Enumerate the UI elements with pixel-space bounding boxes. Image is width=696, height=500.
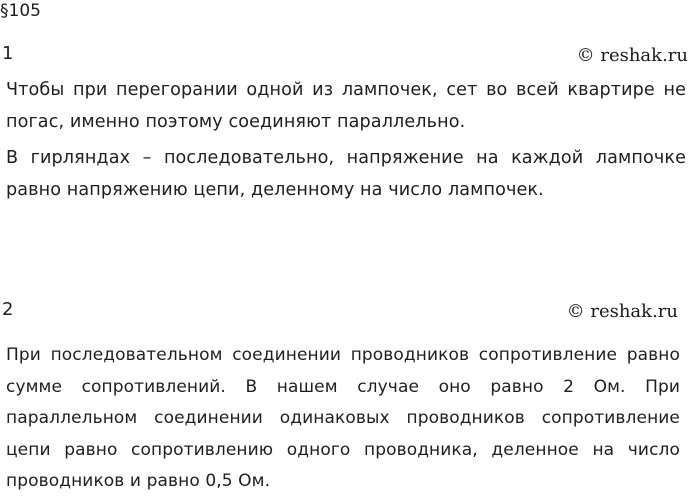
answer-block-1 [0,42,692,206]
section-number: §105 [0,1,41,21]
answer-paragraph: В гирляндах – последовательно, напряжение на каждой лампочке равно напряжению цепи, деленному на число лампочек. [6,148,686,200]
answer-block-2 [0,298,692,498]
answer-header-1 [0,42,692,70]
answer-paragraph: При последовательном соединении проводников сопротивление равно сумме сопротивлений. В нашем случае оно равно 2 Ом. При параллельном соединении одинаковых проводников сопротивление цепи равно сопротивлению одного проводника, деленное на число проводников и равно 0,5 Ом. [6,345,680,491]
question-number: 2 [2,299,14,320]
question-number: 1 [2,43,14,64]
answer-header-2 [0,298,692,326]
watermark: © reshak.ru [566,301,678,322]
watermark: © reshak.ru [576,45,688,66]
answer-paragraph: Чтобы при перегорании одной из лампочек, сет во всей квартире не погас, именно поэтому соединяют параллельно. [6,80,686,132]
